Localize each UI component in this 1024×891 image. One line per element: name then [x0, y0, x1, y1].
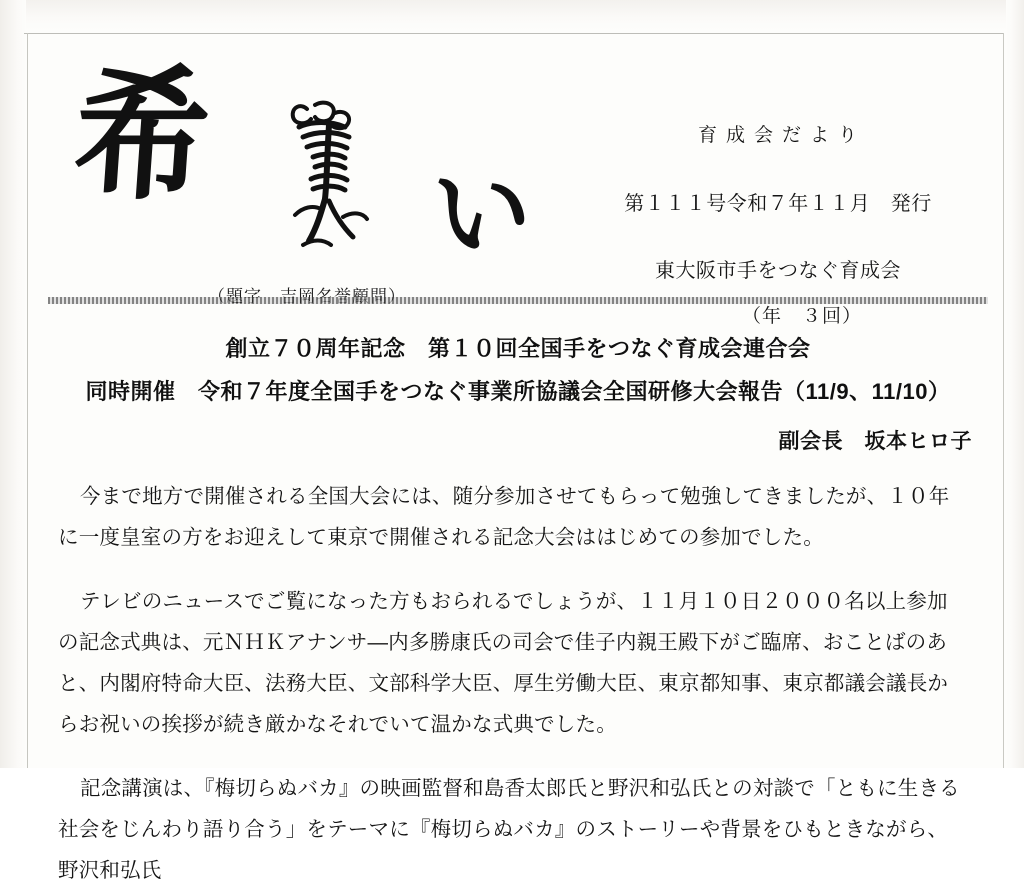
masthead — [28, 40, 1003, 327]
page-border-right — [1003, 33, 1004, 768]
body-paragraph: 今まで地方で開催される全国大会には、随分参加させてもらって勉強してきましたが、１０年に一度皇室の方をお迎えして東京で開催される記念大会ははじめての参加でした。 — [58, 485, 950, 549]
issue-number: 第１１１号令和７年１１月 発行 — [624, 193, 932, 215]
logo-kana-i: い — [429, 144, 537, 281]
masthead-divider — [48, 297, 988, 304]
logo-kanji-ki: 希 — [68, 52, 214, 220]
scan-edge-top — [0, 0, 1024, 30]
publication-frequency: （年 ３回） — [741, 306, 862, 327]
headline-line-1: 創立７０周年記念 第１０回全国手をつなぐ育成会連合会 — [225, 336, 811, 361]
page-border-top — [24, 33, 1004, 34]
article-byline: 副会長 坂本ヒロ子 — [778, 430, 972, 453]
scan-edge-right — [1006, 0, 1024, 768]
masthead-logo — [68, 50, 538, 281]
body-paragraph: テレビのニュースでご覧になった方もおられるでしょうが、１１月１０日２０００名以上参加の記念式典は、元ＮＨＫアナンサ―内多勝康氏の司会で佳子内親王殿下がご臨席、おことばのあと、内閣府特命大臣、法務大臣、文部科学大臣、厚生労働大臣、東京都知事、東京都議会議長からお祝いの挨拶が続き厳かなそれでいて温かな式典でした。 — [58, 590, 949, 736]
scan-edge-left — [0, 0, 26, 768]
headline-line-2: 同時開催 令和７年度全国手をつなぐ事業所協議会全国研修大会報告（11/9、11/10） — [85, 379, 951, 404]
article-body — [58, 476, 963, 891]
newsletter-name: 育成会だより — [697, 125, 866, 146]
article-headline — [48, 332, 988, 406]
brush-calligraphy-icon — [273, 95, 393, 255]
body-paragraph: 記念講演は、『梅切らぬバカ』の映画監督和島香太郎氏と野沢和弘氏との対談で「ともに生きる社会をじんわり語り合う」をテーマに『梅切らぬバカ』のストーリーや背景をひもときながら、野沢和弘氏 — [58, 777, 960, 882]
organization-name: 東大阪市手をつなぐ育成会 — [655, 260, 901, 282]
